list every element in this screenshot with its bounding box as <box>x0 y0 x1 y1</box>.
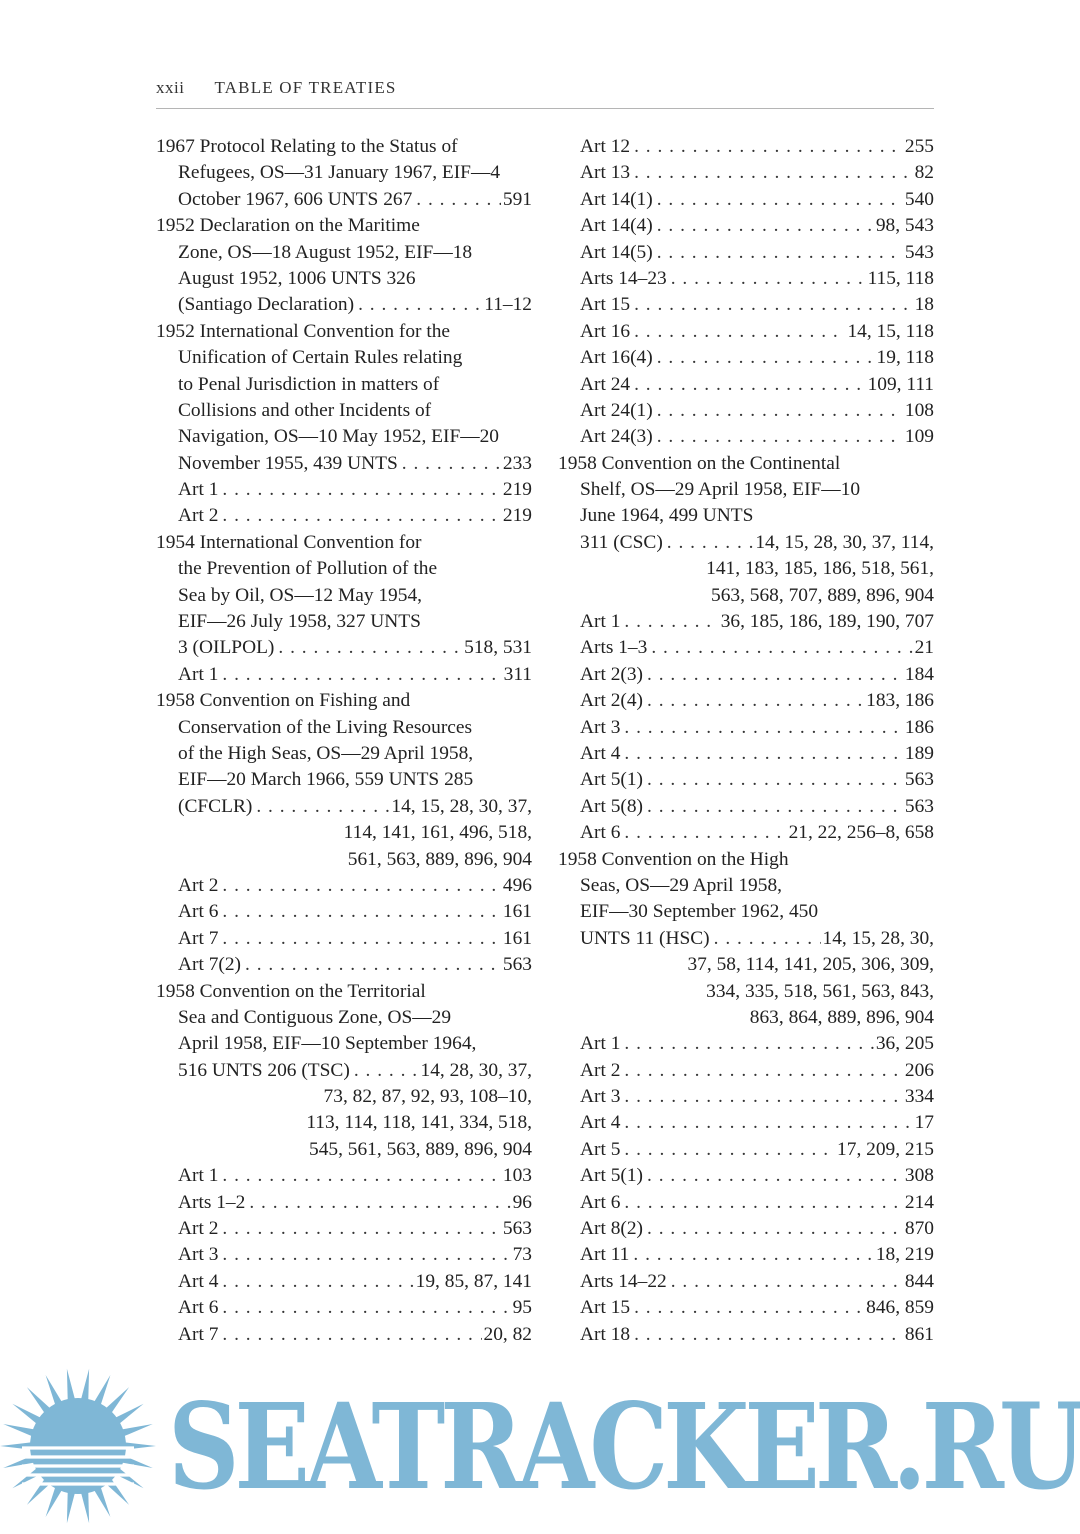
watermark <box>0 1364 1080 1534</box>
dot-leader <box>634 292 913 318</box>
entry-pages: 183, 186 <box>866 690 934 712</box>
dot-leader <box>634 160 913 186</box>
index-entry <box>156 503 532 529</box>
entry-label: Art 1 <box>178 479 219 501</box>
index-entry <box>558 160 934 186</box>
entry-pages: 82 <box>914 162 934 184</box>
dot-leader <box>222 899 501 925</box>
entry-label: Art 14(4) <box>580 215 653 237</box>
entry-label: Art 2 <box>580 1059 621 1081</box>
entry-label: October 1967, 606 UNTS 267 <box>178 188 413 210</box>
entry-pages-continued: 73, 82, 87, 92, 93, 108–10, <box>323 1086 532 1108</box>
entry-label: Art 4 <box>580 1112 621 1134</box>
treaty-title-continued: Collisions and other Incidents of <box>178 399 432 421</box>
entry-pages: 96 <box>512 1191 532 1213</box>
dot-leader <box>222 1163 501 1189</box>
dot-leader <box>624 715 903 741</box>
sun-ray <box>80 1489 89 1523</box>
entry-pages: 518, 531 <box>464 637 532 659</box>
entry-label: Arts 14–23 <box>580 267 667 289</box>
dot-leader <box>624 1031 873 1057</box>
entry-label: Art 8(2) <box>580 1218 644 1240</box>
index-entry <box>156 926 532 952</box>
entry-label: Art 6 <box>178 1297 219 1319</box>
entry-label: Art 5(1) <box>580 769 644 791</box>
entry-label: 3 (OILPOL) <box>178 637 275 659</box>
index-entry <box>558 1163 934 1189</box>
entry-pages: 11–12 <box>484 294 532 316</box>
entry-pages: 98, 543 <box>875 215 934 237</box>
entry-label: November 1955, 439 UNTS <box>178 452 398 474</box>
index-entry <box>558 1216 934 1242</box>
dot-leader <box>624 609 718 635</box>
entry-label: Art 5(8) <box>580 795 644 817</box>
entry-label: Art 5(1) <box>580 1165 644 1187</box>
entry-label: Art 7 <box>178 1323 219 1345</box>
index-entry <box>156 1058 532 1084</box>
treaty-title-continued: Sea by Oil, OS—12 May 1954, <box>178 584 422 606</box>
entry-pages-continued: 141, 183, 185, 186, 518, 561, <box>706 558 934 580</box>
dot-leader <box>222 926 501 952</box>
dot-leader <box>633 1242 873 1268</box>
entry-pages: 870 <box>904 1218 934 1240</box>
index-entry <box>558 1269 934 1295</box>
index-entry <box>558 820 934 846</box>
watermark-text: SEATRACKER.RU <box>168 1377 1080 1516</box>
index-entry <box>156 952 532 978</box>
treaty-title: 1954 International Convention for <box>156 531 422 553</box>
dot-leader <box>647 1163 903 1189</box>
entry-pages: 540 <box>904 188 934 210</box>
dot-leader <box>657 187 903 213</box>
entry-pages: 17 <box>914 1112 934 1134</box>
running-head <box>156 78 934 98</box>
index-entry <box>156 1269 532 1295</box>
sun-ray <box>67 1489 76 1523</box>
entry-pages: 36, 205 <box>875 1033 934 1055</box>
index-entry <box>156 477 532 503</box>
index-entry <box>558 926 934 952</box>
dot-leader <box>624 1084 903 1110</box>
index-entry <box>156 794 532 820</box>
treaty-title-continued: Shelf, OS—29 April 1958, EIF—10 <box>580 479 861 501</box>
dot-leader <box>222 1322 481 1348</box>
entry-pages: 214 <box>904 1191 934 1213</box>
dot-leader <box>624 1058 903 1084</box>
treaty-title: 1958 Convention on the Continental <box>558 452 841 474</box>
entry-label: Art 5 <box>580 1138 621 1160</box>
entry-label: Arts 14–22 <box>580 1270 667 1292</box>
sun-ray <box>67 1369 76 1403</box>
entry-label: Art 6 <box>580 822 621 844</box>
entry-pages: 115, 118 <box>867 267 934 289</box>
dot-leader <box>667 530 754 556</box>
entry-label: Art 1 <box>580 1033 621 1055</box>
index-entry <box>156 1216 532 1242</box>
entry-pages: 103 <box>502 1165 532 1187</box>
entry-pages: 21, 22, 256–8, 658 <box>788 822 934 844</box>
index-entry <box>558 1242 934 1268</box>
dot-leader <box>714 926 821 952</box>
index-entry <box>156 635 532 661</box>
index-entry <box>558 1058 934 1084</box>
dot-leader <box>358 292 482 318</box>
dot-leader <box>249 1190 510 1216</box>
index-entry <box>156 873 532 899</box>
entry-label: Art 12 <box>580 136 631 157</box>
entry-pages: 219 <box>502 479 532 501</box>
dot-leader <box>222 1269 413 1295</box>
entry-pages: 844 <box>904 1270 934 1292</box>
index-entry <box>558 635 934 661</box>
treaty-title: 1952 Declaration on the Maritime <box>156 215 420 237</box>
entry-pages: 36, 185, 186, 189, 190, 707 <box>720 611 934 633</box>
index-entry <box>558 292 934 318</box>
dot-leader <box>222 662 501 688</box>
entry-label: Art 4 <box>178 1270 219 1292</box>
entry-pages: 18, 219 <box>875 1244 934 1266</box>
index-entry <box>558 767 934 793</box>
index-entry <box>156 1163 532 1189</box>
entry-label: Art 18 <box>580 1323 631 1345</box>
treaty-title-continued: Zone, OS—18 August 1952, EIF—18 <box>178 241 473 263</box>
dot-leader <box>647 688 864 714</box>
entry-pages: 14, 15, 28, 30, 37, <box>391 795 532 817</box>
dot-leader <box>222 477 501 503</box>
entry-label: Arts 1–2 <box>178 1191 246 1213</box>
index-entry <box>156 662 532 688</box>
dot-leader <box>634 372 865 398</box>
index-entry <box>156 1295 532 1321</box>
index-entry <box>558 1137 934 1163</box>
dot-leader <box>222 1216 501 1242</box>
dot-leader <box>416 187 501 213</box>
left-column <box>156 134 532 1348</box>
entry-pages-continued: 37, 58, 114, 141, 205, 306, 309, <box>687 954 934 976</box>
treaty-title: 1958 Convention on Fishing and <box>156 690 411 712</box>
treaty-title-continued: Unification of Certain Rules relating <box>178 347 463 369</box>
entry-label: (Santiago Declaration) <box>178 294 355 316</box>
dot-leader <box>222 873 501 899</box>
dot-leader <box>657 213 874 239</box>
index-entry <box>558 134 934 160</box>
dot-leader <box>657 240 903 266</box>
dot-leader <box>634 1295 864 1321</box>
entry-label: Art 4 <box>580 742 621 764</box>
treaty-title-continued: Navigation, OS—10 May 1952, EIF—20 <box>178 426 500 448</box>
index-entry <box>156 1242 532 1268</box>
entry-label: Art 16 <box>580 320 631 342</box>
index-entry <box>558 319 934 345</box>
entry-pages-continued: 545, 561, 563, 889, 896, 904 <box>309 1138 532 1160</box>
entry-pages: 19, 85, 87, 141 <box>415 1270 532 1292</box>
dot-leader <box>647 662 903 688</box>
entry-label: Art 7 <box>178 927 219 949</box>
entry-pages: 161 <box>502 901 532 923</box>
entry-pages: 846, 859 <box>866 1297 934 1319</box>
entry-pages: 496 <box>502 874 532 896</box>
index-entry <box>558 1110 934 1136</box>
entry-label: Art 6 <box>580 1191 621 1213</box>
entry-label: 311 (CSC) <box>580 531 663 553</box>
entry-label: Art 14(1) <box>580 188 653 210</box>
entry-pages: 255 <box>904 136 934 157</box>
entry-pages: 109 <box>904 426 934 448</box>
entry-label: UNTS 11 (HSC) <box>580 927 710 949</box>
entry-pages: 591 <box>502 188 532 210</box>
entry-pages: 161 <box>502 927 532 949</box>
entry-pages: 189 <box>904 742 934 764</box>
index-entry <box>558 1031 934 1057</box>
entry-pages: 108 <box>904 399 934 421</box>
entry-pages: 861 <box>904 1323 934 1345</box>
dot-leader <box>222 503 501 529</box>
dot-leader <box>651 635 912 661</box>
dot-leader <box>222 1242 510 1268</box>
entry-pages: 543 <box>904 241 934 263</box>
entry-pages: 563 <box>502 1218 532 1240</box>
entry-label: Art 3 <box>580 716 621 738</box>
entry-label: Art 2(4) <box>580 690 644 712</box>
entry-pages: 14, 28, 30, 37, <box>420 1059 532 1081</box>
entry-pages: 14, 15, 28, 30, 37, 114, <box>755 531 934 553</box>
entry-label: Art 1 <box>178 663 219 685</box>
index-entry <box>558 187 934 213</box>
entry-pages: 563 <box>904 795 934 817</box>
dot-leader <box>671 1269 903 1295</box>
index-entry <box>156 1190 532 1216</box>
entry-pages: 109, 111 <box>867 373 934 395</box>
entry-label: Art 16(4) <box>580 347 653 369</box>
entry-pages: 21 <box>914 637 934 659</box>
entry-pages-continued: 863, 864, 889, 896, 904 <box>749 1006 934 1028</box>
entry-label: Art 2 <box>178 505 219 527</box>
treaty-title-continued: Conservation of the Living Resources <box>178 716 473 738</box>
dot-leader <box>647 794 903 820</box>
entry-pages: 563 <box>904 769 934 791</box>
entry-pages: 20, 82 <box>483 1323 532 1345</box>
treaty-title-continued: Refugees, OS—31 January 1967, EIF—4 <box>178 162 501 184</box>
dot-leader <box>634 134 903 160</box>
index-entry <box>558 662 934 688</box>
header-rule <box>156 108 934 109</box>
entry-label: Art 1 <box>580 611 621 633</box>
dot-leader <box>624 820 786 846</box>
index-entry <box>558 372 934 398</box>
treaty-title-continued: April 1958, EIF—10 September 1964, <box>178 1033 477 1055</box>
dot-leader <box>634 319 845 345</box>
index-entry <box>156 1322 532 1348</box>
entry-pages: 14, 15, 118 <box>847 320 934 342</box>
treaty-title-continued: of the High Seas, OS—29 April 1958, <box>178 742 474 764</box>
entry-pages: 206 <box>904 1059 934 1081</box>
entry-pages-continued: 114, 141, 161, 496, 518, <box>343 822 532 844</box>
dot-leader <box>624 1137 835 1163</box>
entry-label: Arts 1–3 <box>580 637 648 659</box>
entry-label: Art 3 <box>580 1086 621 1108</box>
index-entry <box>156 899 532 925</box>
entry-label: Art 15 <box>580 1297 631 1319</box>
entry-pages: 14, 15, 28, 30, <box>822 927 934 949</box>
entry-pages: 19, 118 <box>876 347 934 369</box>
treaty-title-continued: EIF—26 July 1958, 327 UNTS <box>178 611 421 633</box>
index-entry <box>156 292 532 318</box>
entry-pages: 219 <box>502 505 532 527</box>
entry-label: Art 15 <box>580 294 631 316</box>
dot-leader <box>278 635 462 661</box>
entry-pages: 17, 209, 215 <box>837 1138 934 1160</box>
dot-leader <box>657 424 903 450</box>
dot-leader <box>624 1110 912 1136</box>
sun-ray <box>80 1369 89 1403</box>
entry-pages-continued: 561, 563, 889, 896, 904 <box>347 848 532 870</box>
dot-leader <box>634 1322 903 1348</box>
treaty-title-continued: Seas, OS—29 April 1958, <box>580 874 782 896</box>
right-column <box>558 134 934 1348</box>
index-entry <box>558 794 934 820</box>
entry-pages-continued: 113, 114, 118, 141, 334, 518, <box>306 1112 532 1134</box>
dot-leader <box>402 451 501 477</box>
sun-over-sea-icon <box>0 1364 170 1534</box>
entry-pages: 334 <box>904 1086 934 1108</box>
entry-label: Art 2 <box>178 874 219 896</box>
entry-pages: 18 <box>914 294 934 316</box>
dot-leader <box>624 1190 903 1216</box>
treaty-title-continued: June 1964, 499 UNTS <box>580 505 754 527</box>
index-entry <box>558 1295 934 1321</box>
index-entry <box>558 213 934 239</box>
entry-label: Art 11 <box>580 1244 630 1266</box>
treaty-title-continued: the Prevention of Pollution of the <box>178 558 438 580</box>
index-entry <box>156 187 532 213</box>
entry-pages-continued: 334, 335, 518, 561, 563, 843, <box>706 980 934 1002</box>
treaty-title: 1952 International Convention for the <box>156 320 451 342</box>
dot-leader <box>222 1295 510 1321</box>
index-entry <box>558 424 934 450</box>
entry-pages: 308 <box>904 1165 934 1187</box>
running-title: TABLE OF TREATIES <box>214 78 397 97</box>
treaty-title-continued: EIF—20 March 1966, 559 UNTS 285 <box>178 769 474 791</box>
index-entry <box>558 530 934 556</box>
entry-label: (CFCLR) <box>178 795 253 817</box>
entry-label: Art 1 <box>178 1165 219 1187</box>
dot-leader <box>624 741 903 767</box>
index-entry <box>558 715 934 741</box>
entry-label: Art 6 <box>178 901 219 923</box>
dot-leader <box>354 1058 419 1084</box>
index-entry <box>558 741 934 767</box>
dot-leader <box>671 266 866 292</box>
entry-label: Art 24(3) <box>580 426 653 448</box>
entry-label: Art 2 <box>178 1218 219 1240</box>
index-entry <box>558 609 934 635</box>
entry-label: 516 UNTS 206 (TSC) <box>178 1059 350 1081</box>
dot-leader <box>657 398 903 424</box>
dot-leader <box>657 345 875 371</box>
dot-leader <box>245 952 501 978</box>
entry-label: Art 3 <box>178 1244 219 1266</box>
dot-leader <box>647 1216 903 1242</box>
entry-pages-continued: 563, 568, 707, 889, 896, 904 <box>711 584 934 606</box>
index-entry <box>558 240 934 266</box>
entry-pages: 184 <box>904 663 934 685</box>
entry-pages: 186 <box>904 716 934 738</box>
treaty-title-continued: to Penal Jurisdiction in matters of <box>178 373 440 395</box>
entry-label: Art 2(3) <box>580 663 644 685</box>
treaty-title-continued: Sea and Contiguous Zone, OS—29 <box>178 1006 452 1028</box>
entry-label: Art 24(1) <box>580 399 653 421</box>
entry-pages: 233 <box>502 452 532 474</box>
treaty-title-continued: EIF—30 September 1962, 450 <box>580 901 819 923</box>
index-entry <box>558 1190 934 1216</box>
entry-pages: 563 <box>502 954 532 976</box>
treaty-title: 1958 Convention on the High <box>558 848 789 870</box>
entry-label: Art 14(5) <box>580 241 653 263</box>
dot-leader <box>647 767 903 793</box>
entry-pages: 311 <box>503 663 532 685</box>
page-number: xxii <box>156 78 185 97</box>
entry-label: Art 24 <box>580 373 631 395</box>
index-entry <box>558 345 934 371</box>
entry-pages: 95 <box>512 1297 532 1319</box>
index-entry <box>558 398 934 424</box>
treaty-title: 1958 Convention on the Territorial <box>156 980 426 1002</box>
dot-leader <box>256 794 389 820</box>
index-entry <box>558 266 934 292</box>
treaty-title-continued: August 1952, 1006 UNTS 326 <box>178 267 416 289</box>
entry-pages: 73 <box>512 1244 532 1266</box>
index-entry <box>558 688 934 714</box>
treaty-title: 1967 Protocol Relating to the Status of <box>156 136 458 157</box>
index-entry <box>558 1322 934 1348</box>
entry-label: Art 7(2) <box>178 954 242 976</box>
entry-label: Art 13 <box>580 162 631 184</box>
index-entry <box>156 451 532 477</box>
index-entry <box>558 1084 934 1110</box>
